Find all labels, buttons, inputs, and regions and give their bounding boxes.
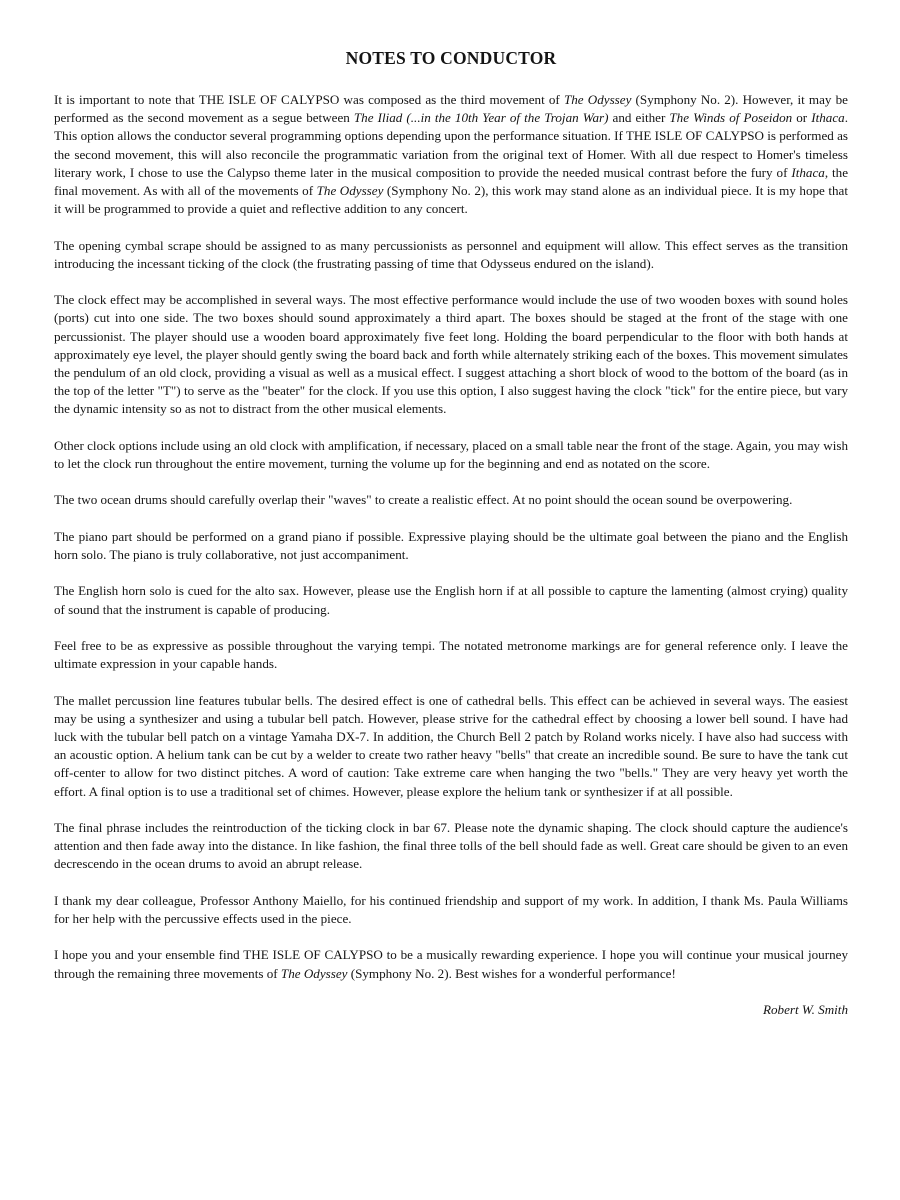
paragraph xyxy=(54,892,848,928)
italic-title-text: The Winds of Poseidon xyxy=(669,110,793,126)
paragraph-text: I thank my dear colleague, Professor Anthony Maiello, for his continued friendship and support of my work. In addition, I thank Ms. Paula Williams for her help with the percussive effects used in the piece. xyxy=(54,892,848,926)
paragraph-text: (Symphony No. 2), this work may stand alone as an individual piece. It is my hope that it will be programmed to provide a quiet and reflective addition to any concert. xyxy=(54,183,849,217)
paragraph-text: (Symphony No. 2). Best wishes for a wonderful performance! xyxy=(347,965,676,981)
paragraph-text: Other clock options include using an old clock with amplification, if necessary, placed on a small table near the front of the stage. Again, you may wish to let the clock run throughout the entire movement, turning the volume up for the beginning and end as notated on the score. xyxy=(54,437,848,472)
paragraph xyxy=(54,946,848,982)
page-title: NOTES TO CONDUCTOR xyxy=(345,48,557,68)
body-text xyxy=(54,91,848,983)
paragraph xyxy=(54,491,848,509)
paragraph-text: The piano part should be performed on a grand piano if possible. Expressive playing should be the ultimate goal between the piano and the English horn solo. The piano is truly collaborative, not just accompaniment. xyxy=(54,528,848,562)
paragraph-text: I hope you and your ensemble find THE ISLE OF CALYPSO to be a musically rewarding experience. I hope you will continue your musical journey through the remaining three movements of xyxy=(54,947,848,981)
paragraph xyxy=(54,237,848,273)
paragraph-text: It is important to note that THE ISLE OF CALYPSO was composed as the third movement of xyxy=(54,92,564,107)
author-signature: Robert W. Smith xyxy=(763,1001,848,1017)
paragraph-text: Feel free to be as expressive as possible throughout the varying tempi. The notated metronome markings are for general reference only. I leave the ultimate expression in your capable hands. xyxy=(54,637,848,672)
paragraph-text: . This option allows the conductor several programming options depending upon the performance situation. If THE ISLE OF CALYPSO is performed as the second movement, this will also reconcile the programmatic variation from the original text of Homer. With all due respect to Homer's timeless literary work, I chose to use the Calypso theme later in the musical composition to provide the needed musical contrast before the fury of xyxy=(54,110,848,180)
italic-title-text: The Odyssey xyxy=(563,92,632,107)
paragraph xyxy=(54,692,848,801)
paragraph xyxy=(54,437,848,473)
paragraph-text: The final phrase includes the reintroduction of the ticking clock in bar 67. Please note the dynamic shaping. The clock should capture the audience's attention and then fade away into the distance. In like fashion, the final three tolls of the bell should fade as well. Great care should be given to an even decrescendo in the ocean drums to avoid an abrupt release. xyxy=(54,819,848,872)
italic-title-text: Ithaca xyxy=(811,110,845,126)
italic-title-text: The Odyssey xyxy=(280,965,348,981)
italic-title-text: Ithaca xyxy=(791,164,825,180)
paragraph xyxy=(54,819,848,874)
paragraph-text: , the final movement. As with all of the movements of xyxy=(54,164,849,199)
paragraph-text: The clock effect may be accomplished in several ways. The most effective performance would include the use of two wooden boxes with sound holes (ports) cut into one side. The two boxes should sound approximately a third apart. The boxes should be staged at the front of the stage with one percussionist. The player should use a wooden board approximately five feet long. Holding the board perpendicular to the floor with both hands at approximately eye level, the player should gently swing the board back and forth while alternately striking each of the boxes. This movement simulates the pendulum of an old clock, providing a visual as well as a musical effect. I suggest attaching a short block of wood to the bottom of the board (as in the top of the letter "T") to serve as the "beater" for the clock. If you use this option, I also suggest having the clock "tick" for the entire piece, but vary the dynamic intensity so as not to distract from the other musical elements. xyxy=(54,292,848,417)
paragraph-text: and either xyxy=(608,110,670,126)
paragraph-text: The two ocean drums should carefully overlap their "waves" to create a realistic effect. At no point should the ocean sound be overpowering. xyxy=(54,492,793,508)
paragraph xyxy=(54,528,848,564)
paragraph-text: or xyxy=(792,110,812,126)
paragraph xyxy=(54,637,848,673)
paragraph-text: The English horn solo is cued for the alto sax. However, please use the English horn if at all possible to capture the lamenting (almost crying) quality of sound that the instrument is capable of producing. xyxy=(54,583,848,617)
paragraph xyxy=(54,291,848,418)
document-page xyxy=(54,48,848,1019)
italic-title-text: The Odyssey xyxy=(316,183,384,199)
italic-title-text: The Iliad (...in the 10th Year of the Trojan War) xyxy=(353,110,609,126)
paragraph xyxy=(54,582,848,618)
paragraph xyxy=(54,91,848,218)
paragraph-text: (Symphony No. 2). However, it may be performed as the second movement as a segue between xyxy=(54,92,848,126)
paragraph-text: The mallet percussion line features tubular bells. The desired effect is one of cathedral bells. This effect can be achieved in several ways. The easiest may be using a synthesizer and using a tubular bell patch. However, please strive for the cathedral effect by choosing a lower bell sound. I have had luck with the tubular bell patch on a vintage Yamaha DX-7. In addition, the Church Bell 2 patch by Roland works nicely. I have also had success with an acoustic option. A helium tank can be cut by a welder to create two rather heavy "bells" that create an incredible sound. Be sure to have the tank cut off-center to allow for two distinct pitches. A word of caution: Take extreme care when hanging the two "bells." They are very heavy yet worth the effort. A final option is to use a traditional set of chimes. However, please explore the helium tank or synthesizer if at all possible. xyxy=(54,692,848,799)
paragraph-text: The opening cymbal scrape should be assigned to as many percussionists as personnel and equipment will allow. This effect serves as the transition introducing the incessant ticking of the clock (the frustrating passing of time that Odysseus endured on the island). xyxy=(54,237,848,271)
